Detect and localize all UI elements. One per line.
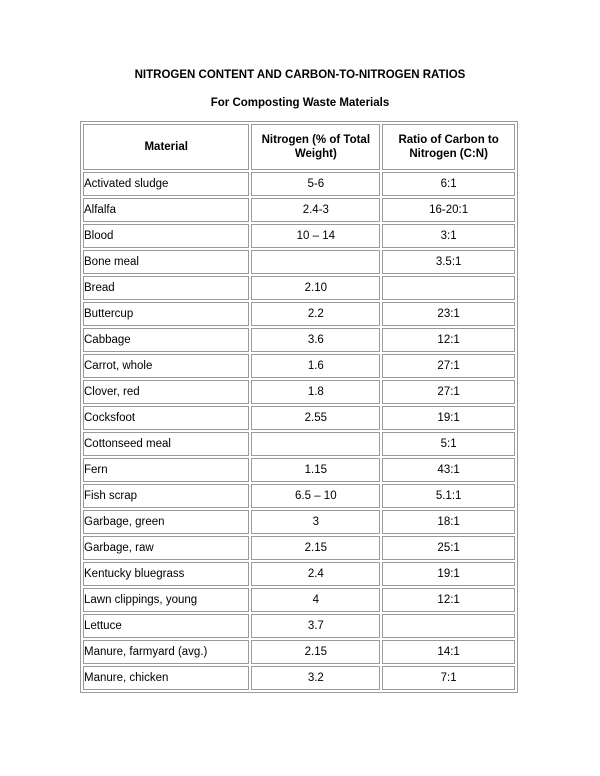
cn-ratio-cell: 19:1 — [382, 562, 515, 586]
material-cell: Cabbage — [83, 328, 249, 352]
table-row — [83, 406, 515, 430]
nitrogen-cell — [251, 250, 380, 274]
table-row — [83, 432, 515, 456]
cn-ratio-cell: 3.5:1 — [382, 250, 515, 274]
nitrogen-cell: 3.7 — [251, 614, 380, 638]
header-cn-ratio: Ratio of Carbon to Nitrogen (C:N) — [382, 124, 515, 170]
material-cell: Manure, chicken — [83, 666, 249, 690]
nitrogen-cell — [251, 432, 380, 456]
nitrogen-cell: 3 — [251, 510, 380, 534]
header-material: Material — [83, 124, 249, 170]
cn-ratio-cell: 14:1 — [382, 640, 515, 664]
document-title: NITROGEN CONTENT AND CARBON-TO-NITROGEN RATIOS — [134, 69, 466, 81]
cn-ratio-cell: 6:1 — [382, 172, 515, 196]
nitrogen-cell: 2.10 — [251, 276, 380, 300]
nitrogen-cell: 10 – 14 — [251, 224, 380, 248]
table-row — [83, 640, 515, 664]
nitrogen-cell: 2.55 — [251, 406, 380, 430]
nitrogen-table — [80, 121, 518, 693]
nitrogen-cell: 2.4-3 — [251, 198, 380, 222]
material-cell: Garbage, green — [83, 510, 249, 534]
cn-ratio-cell: 7:1 — [382, 666, 515, 690]
header-nitrogen: Nitrogen (% of Total Weight) — [251, 124, 380, 170]
material-cell: Cocksfoot — [83, 406, 249, 430]
table-row — [83, 484, 515, 508]
nitrogen-cell: 3.6 — [251, 328, 380, 352]
cn-ratio-cell: 27:1 — [382, 380, 515, 404]
table-row — [83, 614, 515, 638]
material-cell: Bone meal — [83, 250, 249, 274]
table-row — [83, 666, 515, 690]
cn-ratio-cell — [382, 614, 515, 638]
table-row — [83, 510, 515, 534]
nitrogen-cell: 4 — [251, 588, 380, 612]
document-subtitle: For Composting Waste Materials — [210, 97, 390, 109]
table-row — [83, 224, 515, 248]
table-row — [83, 354, 515, 378]
nitrogen-cell: 1.15 — [251, 458, 380, 482]
material-cell: Lettuce — [83, 614, 249, 638]
nitrogen-cell: 3.2 — [251, 666, 380, 690]
material-cell: Lawn clippings, young — [83, 588, 249, 612]
cn-ratio-cell: 27:1 — [382, 354, 515, 378]
cn-ratio-cell: 5:1 — [382, 432, 515, 456]
table-row — [83, 536, 515, 560]
material-cell: Alfalfa — [83, 198, 249, 222]
cn-ratio-cell: 23:1 — [382, 302, 515, 326]
nitrogen-cell: 6.5 – 10 — [251, 484, 380, 508]
table-body — [83, 172, 515, 690]
table-header-row — [83, 124, 515, 170]
material-cell: Kentucky bluegrass — [83, 562, 249, 586]
cn-ratio-cell: 18:1 — [382, 510, 515, 534]
material-cell: Fern — [83, 458, 249, 482]
cn-ratio-cell: 5.1:1 — [382, 484, 515, 508]
cn-ratio-cell: 43:1 — [382, 458, 515, 482]
table-row — [83, 250, 515, 274]
nitrogen-cell: 2.15 — [251, 536, 380, 560]
cn-ratio-cell: 25:1 — [382, 536, 515, 560]
cn-ratio-cell: 12:1 — [382, 328, 515, 352]
table-row — [83, 562, 515, 586]
cn-ratio-cell: 12:1 — [382, 588, 515, 612]
cn-ratio-cell: 3:1 — [382, 224, 515, 248]
table-row — [83, 172, 515, 196]
cn-ratio-cell — [382, 276, 515, 300]
table-row — [83, 276, 515, 300]
cn-ratio-cell: 16-20:1 — [382, 198, 515, 222]
nitrogen-cell: 2.2 — [251, 302, 380, 326]
table-row — [83, 302, 515, 326]
table-row — [83, 198, 515, 222]
table-row — [83, 588, 515, 612]
nitrogen-cell: 1.8 — [251, 380, 380, 404]
nitrogen-cell: 5-6 — [251, 172, 380, 196]
table-row — [83, 380, 515, 404]
nitrogen-cell: 2.15 — [251, 640, 380, 664]
material-cell: Clover, red — [83, 380, 249, 404]
material-cell: Fish scrap — [83, 484, 249, 508]
table-row — [83, 328, 515, 352]
material-cell: Blood — [83, 224, 249, 248]
material-cell: Buttercup — [83, 302, 249, 326]
nitrogen-cell: 2.4 — [251, 562, 380, 586]
material-cell: Bread — [83, 276, 249, 300]
cn-ratio-cell: 19:1 — [382, 406, 515, 430]
material-cell: Carrot, whole — [83, 354, 249, 378]
material-cell: Cottonseed meal — [83, 432, 249, 456]
material-cell: Garbage, raw — [83, 536, 249, 560]
nitrogen-cell: 1.6 — [251, 354, 380, 378]
material-cell: Activated sludge — [83, 172, 249, 196]
table-row — [83, 458, 515, 482]
material-cell: Manure, farmyard (avg.) — [83, 640, 249, 664]
